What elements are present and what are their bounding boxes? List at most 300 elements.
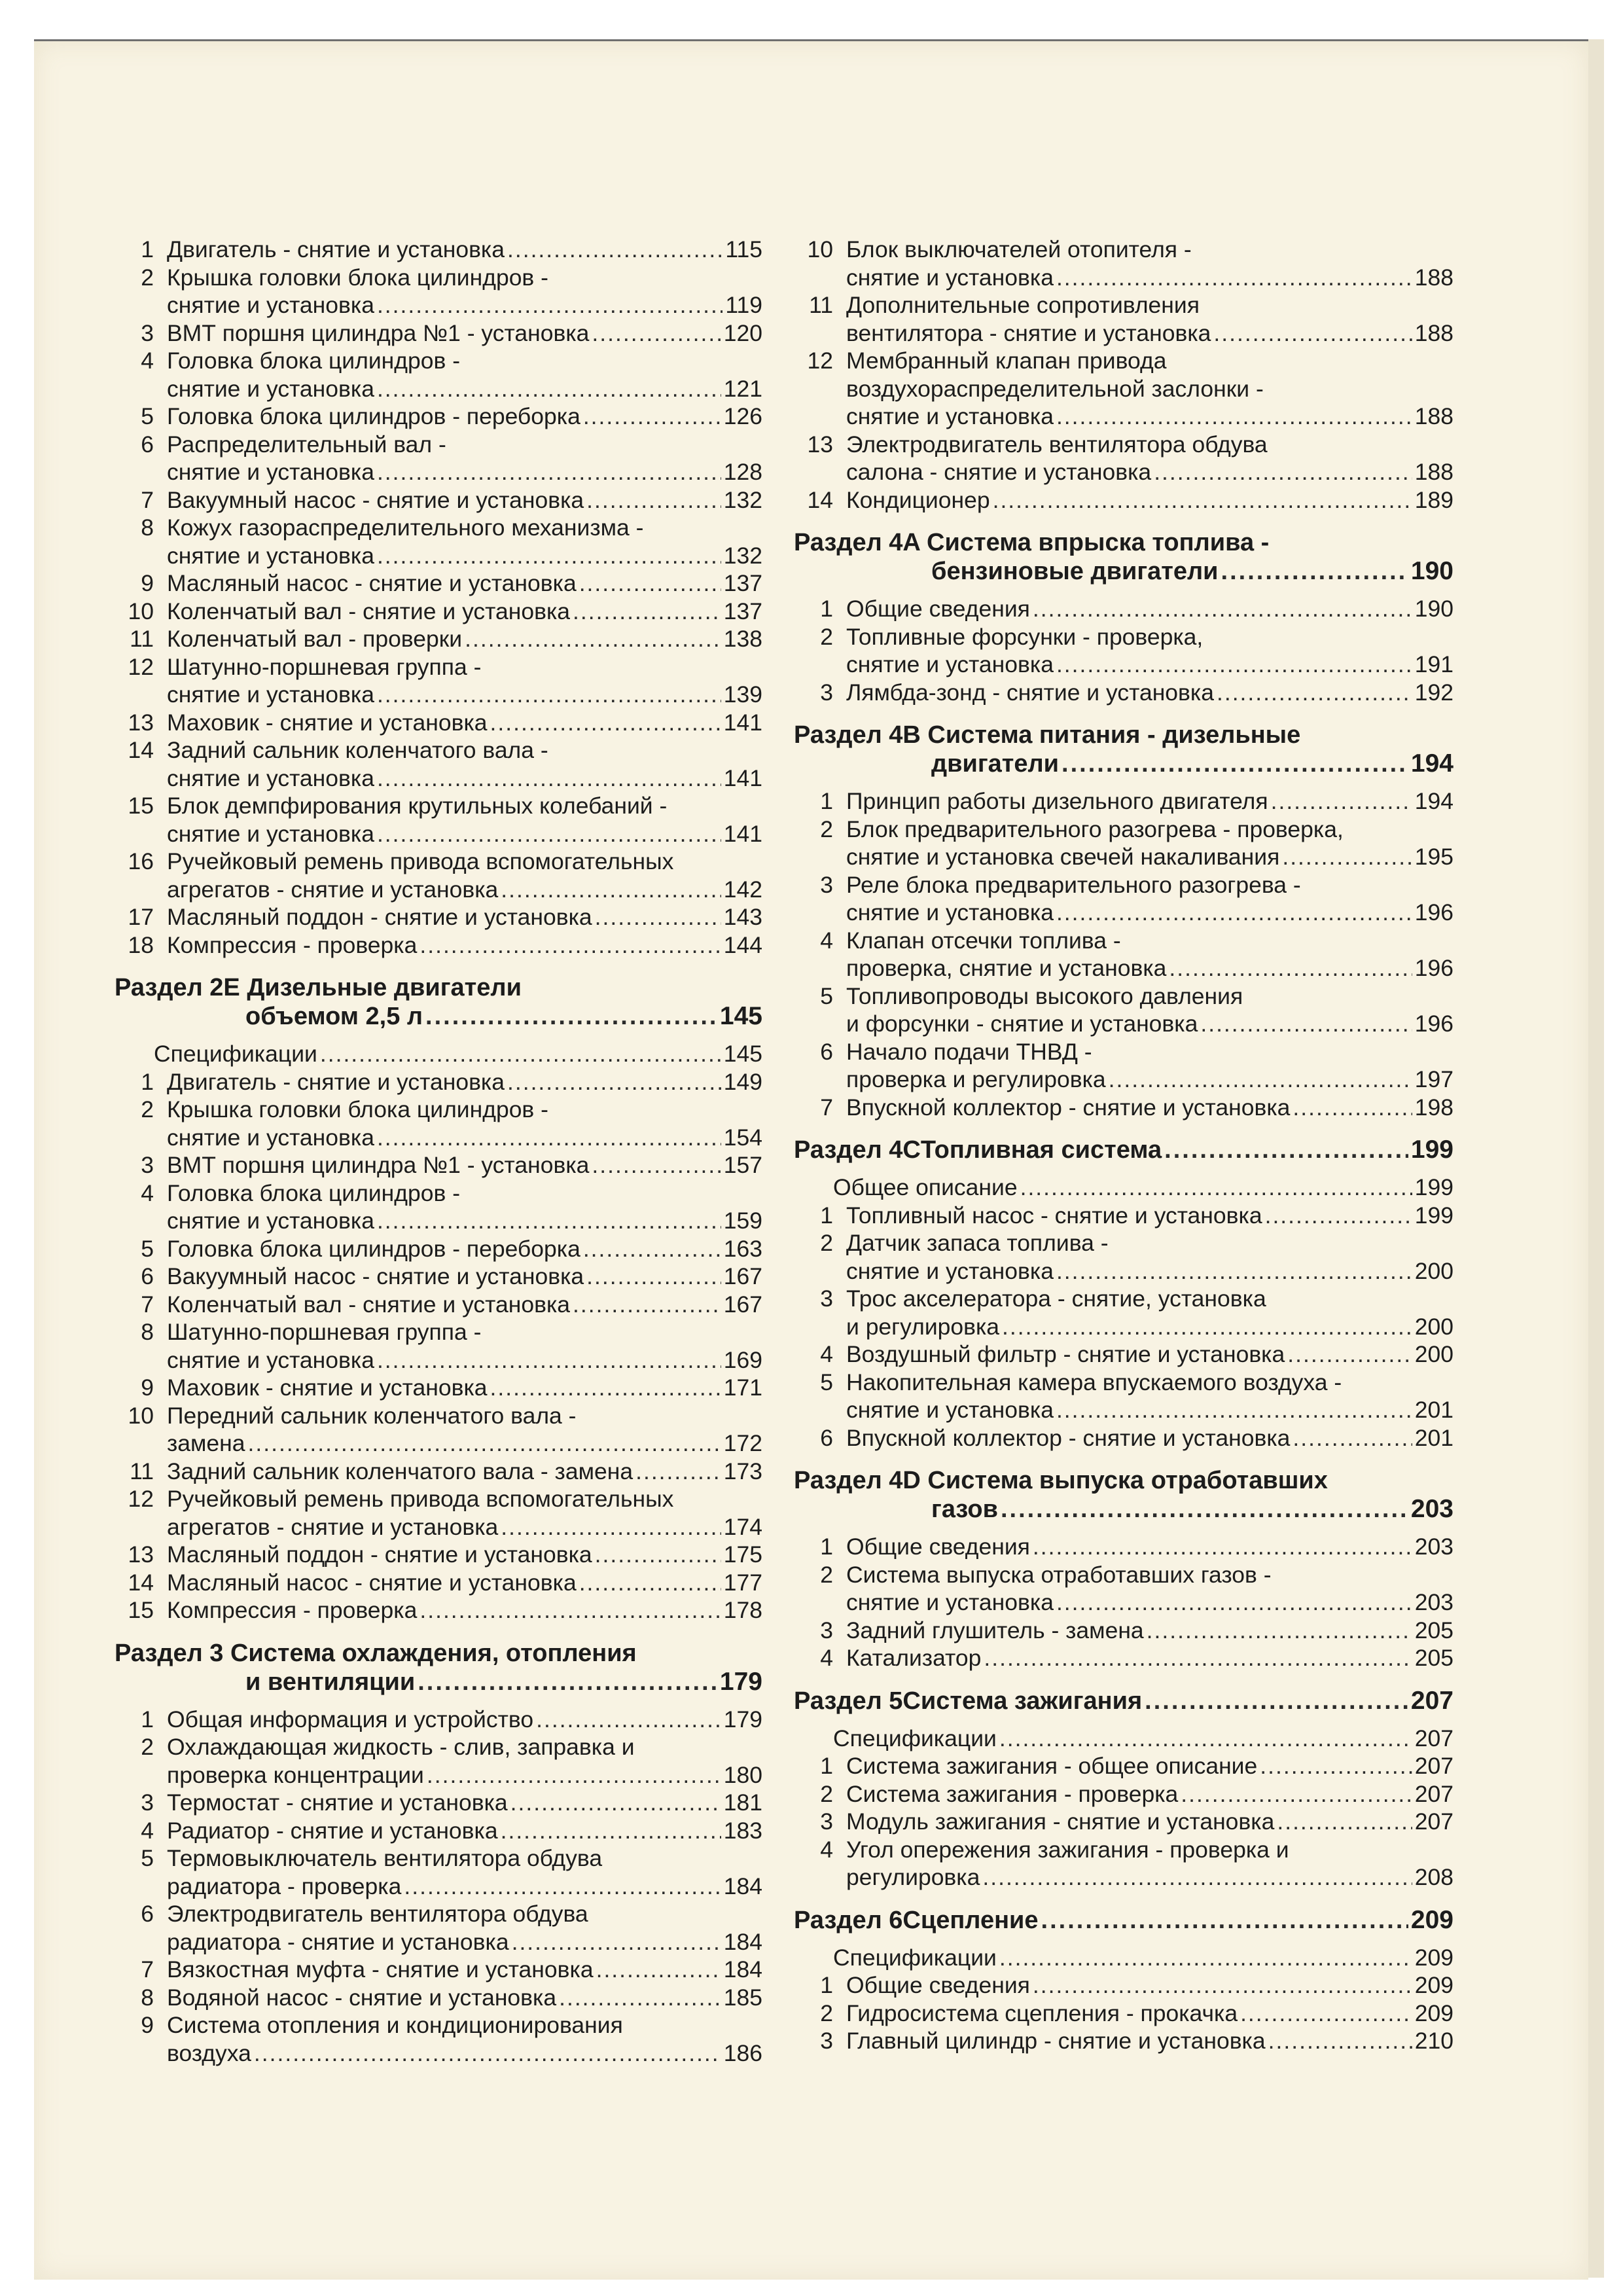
entry-line	[846, 486, 1454, 514]
section-title-line	[794, 1466, 1454, 1495]
entry-number: 4	[141, 1817, 154, 1844]
toc-left-column	[115, 236, 762, 2067]
entry-line	[846, 1752, 1454, 1780]
entry-title: Вязкостная муфта - снятие и установка	[167, 1956, 594, 1982]
entry-line	[167, 764, 762, 793]
entry-line	[167, 1541, 762, 1569]
dot-leader	[1265, 1202, 1412, 1230]
entry-number: 2	[820, 1230, 833, 1256]
toc-entry	[794, 1038, 1454, 1094]
dot-leader	[592, 319, 721, 348]
section-label: Раздел 4C	[794, 1136, 921, 1164]
entry-line	[846, 1533, 1454, 1561]
entry-page-number: 199	[1414, 1174, 1454, 1200]
section-title: Топливная система	[920, 1136, 1162, 1164]
section-title: Система зажигания	[902, 1687, 1143, 1715]
dot-leader	[1033, 595, 1412, 623]
dot-leader	[418, 1668, 717, 1696]
entry-page-number: 188	[1414, 459, 1454, 485]
entry-number: 17	[128, 904, 154, 930]
toc-entry	[794, 1780, 1454, 1808]
entry-title: Общие сведения	[846, 1534, 1030, 1560]
entry-title: снятие и установка	[167, 375, 374, 402]
entry-line	[167, 1817, 762, 1845]
entry-number: 2	[820, 2000, 833, 2026]
entry-line	[167, 1291, 762, 1319]
entry-line	[167, 653, 762, 681]
toc-entry	[794, 1340, 1454, 1369]
toc-entry	[794, 431, 1454, 486]
entry-line	[167, 2011, 762, 2039]
dot-leader	[1213, 319, 1412, 348]
entry-title: снятие и установка	[167, 542, 374, 569]
entry-line	[167, 375, 762, 403]
entry-title: Гидросистема сцепления - прокачка	[846, 2000, 1238, 2026]
dot-leader	[1033, 1971, 1412, 2000]
dot-leader	[377, 764, 721, 793]
toc-entry	[794, 1229, 1454, 1285]
entry-page-number: 209	[1414, 1972, 1454, 1998]
entry-page-number: 209	[1414, 2000, 1454, 2026]
entry-line	[167, 264, 762, 292]
entry-title: снятие и установка	[846, 1397, 1054, 1423]
entry-title: Передний сальник коленчатого вала -	[167, 1402, 577, 1429]
entry-title: Кожух газораспределительного механизма -	[167, 514, 644, 541]
entry-line	[846, 375, 1454, 403]
section-heading	[794, 528, 1454, 586]
entry-number: 4	[820, 1836, 833, 1863]
section-page-number: 179	[719, 1667, 762, 1696]
entry-page-number: 207	[1414, 1725, 1454, 1751]
entry-line	[846, 1617, 1454, 1645]
entry-page-number: 183	[723, 1817, 762, 1844]
toc-entry	[115, 1706, 762, 1734]
dot-leader	[1260, 1752, 1412, 1780]
entry-title: Охлаждающая жидкость - слив, заправка и	[167, 1734, 635, 1760]
dot-leader	[427, 1761, 721, 1789]
entry-title: снятие и установка	[846, 403, 1054, 429]
entry-title: Компрессия - проверка	[167, 931, 418, 958]
entry-title: Система зажигания - проверка	[846, 1780, 1179, 1807]
section-page-number: 209	[1410, 1905, 1454, 1934]
entry-title: Коленчатый вал - снятие и установка	[167, 1291, 571, 1318]
entry-number: 4	[820, 1341, 833, 1367]
entry-line	[846, 871, 1454, 899]
entry-page-number: 163	[723, 1235, 762, 1262]
entry-page-number: 207	[1414, 1780, 1454, 1807]
dot-leader	[248, 1429, 721, 1458]
entry-title: Общие сведения	[846, 1972, 1030, 1998]
entry-title: Термовыключатель вентилятора обдува	[167, 1845, 603, 1871]
entry-line	[846, 1836, 1454, 1864]
entry-number: 5	[820, 1369, 833, 1395]
entry-title: Система выпуска отработавших газов -	[846, 1561, 1272, 1588]
entry-title: Маховик - снятие и установка	[167, 709, 488, 736]
entry-line	[167, 1235, 762, 1263]
section-title: Система впрыска топлива -	[927, 529, 1270, 556]
entry-title: Задний сальник коленчатого вала -	[167, 737, 548, 763]
entry-title: Спецификации	[833, 1944, 997, 1971]
entry-number: 10	[128, 1402, 154, 1429]
section-title: Система питания - дизельные	[927, 721, 1301, 749]
entry-page-number: 203	[1414, 1589, 1454, 1615]
section-title: объемом 2,5 л	[245, 1003, 423, 1030]
dot-leader	[377, 1124, 721, 1152]
dot-leader	[1147, 1617, 1412, 1645]
entry-page-number: 186	[723, 2039, 762, 2066]
toc-entry	[115, 931, 762, 960]
section-title-line	[794, 749, 1454, 778]
entry-title: снятие и установка	[167, 1124, 374, 1151]
entry-line	[846, 1257, 1454, 1285]
dot-leader	[425, 1002, 717, 1031]
entry-number: 13	[807, 431, 833, 457]
entry-number: 2	[141, 1734, 154, 1760]
dot-leader	[1056, 899, 1412, 927]
entry-title: Принцип работы дизельного двигателя	[846, 788, 1268, 814]
entry-title: Ручейковый ремень привода вспомогательных	[167, 1486, 674, 1512]
toc-entry	[115, 514, 762, 569]
section-page-number: 199	[1410, 1136, 1454, 1164]
entry-number: 12	[128, 653, 154, 680]
entry-number: 11	[130, 1458, 154, 1484]
dot-leader	[635, 1458, 721, 1486]
section-title-line	[794, 1495, 1454, 1524]
entry-title: радиатора - проверка	[167, 1873, 402, 1899]
dot-leader	[1240, 2000, 1412, 2028]
entry-title: Задний глушитель - замена	[846, 1617, 1144, 1643]
entry-page-number: 207	[1414, 1808, 1454, 1835]
entry-line	[846, 2000, 1454, 2028]
dot-leader	[1154, 458, 1412, 486]
entry-title: снятие и установка	[846, 651, 1054, 677]
entry-number: 9	[141, 1374, 154, 1401]
section-title: Система охлаждения, отопления	[230, 1639, 637, 1667]
entry-page-number: 157	[723, 1152, 762, 1178]
entry-page-number: 178	[723, 1597, 762, 1623]
dot-leader	[1041, 1906, 1408, 1935]
dot-leader	[254, 2039, 721, 2068]
entry-title: снятие и установка	[846, 1257, 1054, 1284]
toc-entry	[794, 1752, 1454, 1780]
entry-line	[167, 1346, 762, 1374]
entry-title: Воздушный фильтр - снятие и установка	[846, 1341, 1285, 1367]
entry-page-number: 171	[723, 1374, 762, 1401]
toc-entry	[115, 1596, 762, 1624]
toc-entry	[115, 1179, 762, 1235]
dot-leader	[579, 569, 721, 598]
entry-title: проверка концентрации	[167, 1761, 424, 1788]
entry-number: 7	[141, 1956, 154, 1982]
dot-leader	[1164, 1136, 1408, 1164]
entry-line	[167, 1485, 762, 1513]
entry-line	[846, 1340, 1454, 1369]
section-label: Раздел 4A	[794, 529, 920, 556]
entry-line	[846, 982, 1454, 1011]
dot-leader	[1109, 1066, 1412, 1094]
entry-title: Вакуумный насос - снятие и установка	[167, 486, 584, 513]
entry-page-number: 172	[723, 1430, 762, 1456]
entry-line	[167, 1761, 762, 1789]
entry-line	[167, 403, 762, 431]
entry-line	[167, 820, 762, 848]
toc-entry	[794, 236, 1454, 291]
entry-title: Масляный поддон - снятие и установка	[167, 1541, 592, 1568]
entry-line	[167, 569, 762, 598]
entry-title: Двигатель - снятие и установка	[167, 1068, 505, 1095]
toc-entry	[115, 792, 762, 848]
entry-number: 6	[141, 431, 154, 457]
section-title-line	[115, 973, 762, 1002]
section-title: газов	[931, 1496, 998, 1523]
entry-page-number: 196	[1414, 955, 1454, 981]
entry-number: 1	[820, 596, 833, 622]
entry-line	[846, 1038, 1454, 1066]
entry-line	[846, 2027, 1454, 2055]
entry-line	[846, 458, 1454, 486]
entry-page-number: 128	[723, 459, 762, 485]
toc-entry	[794, 1424, 1454, 1452]
entry-line	[846, 431, 1454, 459]
entry-title: Компрессия - проверка	[167, 1597, 418, 1623]
entry-line	[167, 931, 762, 960]
dot-leader	[999, 1944, 1412, 1972]
entry-number: 5	[141, 403, 154, 429]
entry-number: 7	[820, 1094, 833, 1121]
entry-line	[167, 848, 762, 876]
entry-page-number: 141	[723, 709, 762, 736]
dot-leader	[559, 1984, 721, 2012]
entry-title: Общее описание	[833, 1174, 1018, 1200]
toc-right-column	[794, 236, 1454, 2055]
toc-entry	[794, 2027, 1454, 2055]
entry-line	[167, 236, 762, 264]
entry-title: Кондиционер	[846, 486, 990, 513]
toc-entry	[794, 1094, 1454, 1122]
entry-line	[167, 486, 762, 514]
entry-line	[167, 1068, 762, 1096]
entry-title: Блок предварительного разогрева - проверка,	[846, 816, 1344, 842]
entry-line	[846, 319, 1454, 348]
entry-line	[167, 625, 762, 653]
toc-entry	[115, 319, 762, 348]
entry-line	[167, 598, 762, 626]
entry-title: Электродвигатель вентилятора обдува	[846, 431, 1268, 457]
entry-line	[846, 1066, 1454, 1094]
section-title-line	[794, 1687, 1454, 1715]
section-title: и вентиляции	[245, 1668, 416, 1696]
entry-page-number: 132	[723, 486, 762, 513]
entry-line	[846, 1229, 1454, 1257]
entry-line	[846, 651, 1454, 679]
toc-entry	[115, 1485, 762, 1541]
toc-entry	[115, 569, 762, 598]
entry-title: снятие и установка свечей накаливания	[846, 844, 1280, 870]
entry-number: 13	[128, 1541, 154, 1568]
dot-leader	[377, 1207, 721, 1235]
toc-entry	[115, 736, 762, 792]
entry-page-number: 119	[725, 292, 762, 318]
entry-number: 5	[141, 1235, 154, 1262]
dot-leader	[1033, 1533, 1412, 1561]
toc-entry	[115, 1151, 762, 1179]
entry-line	[846, 291, 1454, 319]
entry-line	[167, 1207, 762, 1235]
entry-line	[167, 1402, 762, 1430]
entry-line	[846, 1010, 1454, 1038]
entry-title: Головка блока цилиндров - переборка	[167, 403, 580, 429]
entry-number: 9	[141, 570, 154, 596]
dot-leader	[583, 1235, 721, 1263]
entry-number: 6	[141, 1901, 154, 1927]
entry-line	[167, 514, 762, 542]
dot-leader	[419, 931, 721, 960]
page-edge-shadow	[1588, 39, 1604, 2278]
entry-number: 8	[141, 1319, 154, 1345]
section-label: Раздел 2E	[115, 974, 240, 1001]
entry-page-number: 132	[723, 542, 762, 569]
entry-number: 12	[807, 348, 833, 374]
entry-line	[167, 1151, 762, 1179]
entry-page-number: 205	[1414, 1645, 1454, 1671]
entry-page-number: 195	[1414, 844, 1454, 870]
toc-entry	[794, 1725, 1454, 1753]
entry-number: 11	[809, 292, 833, 318]
entry-line	[846, 623, 1454, 651]
entry-title: Масляный насос - снятие и установка	[167, 570, 577, 596]
entry-page-number: 144	[723, 931, 762, 958]
entry-title: Вакуумный насос - снятие и установка	[167, 1263, 584, 1289]
entry-title: ВМТ поршня цилиндра №1 - установка	[167, 1152, 590, 1178]
toc-entry	[794, 787, 1454, 816]
dot-leader	[1145, 1687, 1408, 1715]
entry-page-number: 196	[1414, 899, 1454, 925]
entry-line	[167, 1096, 762, 1124]
entry-title: Распределительный вал -	[167, 431, 446, 457]
section-heading	[794, 721, 1454, 778]
entry-title: Спецификации	[833, 1725, 997, 1751]
entry-title: Радиатор - снятие и установка	[167, 1817, 498, 1844]
section-title-line	[115, 1639, 762, 1668]
entry-line	[846, 899, 1454, 927]
section-title-line	[794, 528, 1454, 557]
entry-page-number: 201	[1414, 1397, 1454, 1423]
entry-number: 2	[820, 623, 833, 650]
entry-line	[846, 1202, 1454, 1230]
section-page-number: 190	[1410, 557, 1454, 585]
entry-title: Главный цилиндр - снятие и установка	[846, 2028, 1266, 2054]
dot-leader	[1056, 1588, 1412, 1617]
toc-entry	[794, 1174, 1454, 1202]
entry-title: снятие и установка	[167, 764, 374, 791]
dot-leader	[1293, 1094, 1412, 1122]
toc-entry	[115, 1402, 762, 1458]
entry-number: 6	[141, 1263, 154, 1289]
entry-title: снятие и установка	[846, 899, 1054, 925]
entry-number: 7	[141, 1291, 154, 1318]
dot-leader	[1200, 1010, 1412, 1038]
toc-entry	[115, 1569, 762, 1597]
toc-entry	[794, 2000, 1454, 2028]
entry-page-number: 190	[1414, 596, 1454, 622]
entry-title: снятие и установка	[167, 1346, 374, 1373]
entry-title: агрегатов - снятие и установка	[167, 1513, 499, 1540]
entry-page-number: 184	[723, 1928, 762, 1955]
entry-title: снятие и установка	[167, 681, 374, 708]
dot-leader	[377, 291, 722, 319]
entry-line	[167, 1956, 762, 1984]
section-heading	[115, 1639, 762, 1696]
entry-title: Впускной коллектор - снятие и установка	[846, 1424, 1291, 1451]
entry-line	[846, 679, 1454, 707]
entry-page-number: 139	[723, 681, 762, 708]
entry-line	[167, 1179, 762, 1208]
entry-line	[167, 1374, 762, 1402]
toc-entry	[115, 1541, 762, 1569]
entry-page-number: 194	[1414, 788, 1454, 814]
toc-entry	[794, 623, 1454, 679]
entry-page-number: 141	[723, 764, 762, 791]
entry-title: салона - снятие и установка	[846, 459, 1152, 485]
entry-line	[167, 1569, 762, 1597]
toc-entry	[115, 1956, 762, 1984]
dot-leader	[592, 1151, 721, 1179]
dot-leader	[595, 1541, 721, 1569]
entry-page-number: 120	[723, 319, 762, 346]
entry-number: 3	[820, 871, 833, 898]
section-title: Система выпуска отработавших	[927, 1467, 1328, 1494]
entry-line	[846, 954, 1454, 982]
toc-entry	[115, 1263, 762, 1291]
entry-page-number: 207	[1414, 1753, 1454, 1779]
entry-number: 15	[128, 793, 154, 819]
dot-leader	[1056, 651, 1412, 679]
entry-number: 14	[807, 486, 833, 513]
entry-page-number: 169	[723, 1346, 762, 1373]
toc-entry	[115, 1458, 762, 1486]
entry-title: регулировка	[846, 1864, 980, 1890]
dot-leader	[1217, 679, 1412, 707]
entry-page-number: 191	[1414, 651, 1454, 677]
entry-page-number: 210	[1414, 2028, 1454, 2054]
entry-title: Крышка головки блока цилиндров -	[167, 264, 548, 291]
entry-number: 6	[820, 1424, 833, 1451]
entry-number: 2	[141, 1096, 154, 1122]
entry-title: Впускной коллектор - снятие и установка	[846, 1094, 1291, 1121]
entry-line	[833, 1725, 1454, 1753]
toc-entry	[115, 403, 762, 431]
toc-entry	[115, 1817, 762, 1845]
toc-entry	[115, 653, 762, 709]
entry-number: 4	[820, 927, 833, 954]
entry-number: 2	[141, 264, 154, 291]
entry-page-number: 142	[723, 876, 762, 903]
entry-number: 1	[141, 1068, 154, 1095]
entry-line	[846, 1094, 1454, 1122]
entry-page-number: 188	[1414, 264, 1454, 291]
entry-line	[167, 709, 762, 737]
dot-leader	[536, 1706, 721, 1734]
entry-title: Угол опережения зажигания - проверка и	[846, 1836, 1289, 1863]
toc-entry	[794, 982, 1454, 1038]
section-title: бензиновые двигатели	[931, 558, 1219, 585]
entry-line	[846, 403, 1454, 431]
entry-title: Топливопроводы высокого давления	[846, 982, 1243, 1009]
entry-line	[167, 1124, 762, 1152]
toc-entry	[115, 1235, 762, 1263]
dot-leader	[404, 1873, 721, 1901]
entry-title: Головка блока цилиндров -	[167, 1179, 461, 1206]
